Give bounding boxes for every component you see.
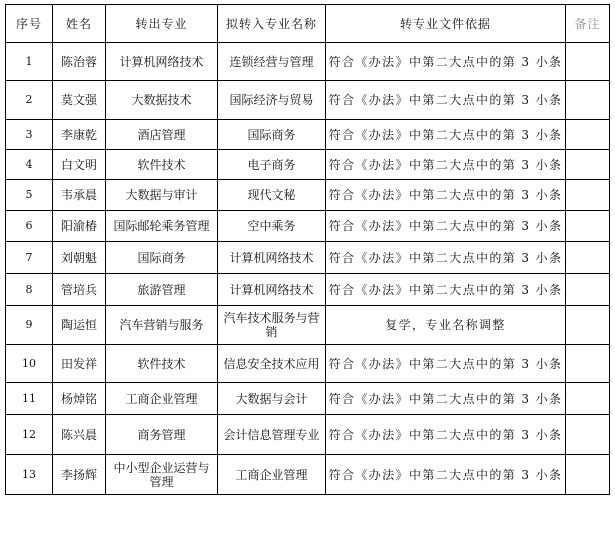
cell-from-major: 商务管理 (106, 415, 218, 455)
table-row (6, 242, 610, 274)
cell-remark (566, 345, 610, 383)
cell-from-major: 工商企业管理 (106, 383, 218, 415)
cell-from-major: 中小型企业运营与管理 (106, 455, 218, 495)
cell-index: 2 (6, 81, 53, 120)
cell-to-major: 国际经济与贸易 (218, 81, 326, 120)
cell-name: 陈治蓉 (53, 43, 106, 81)
cell-to-major: 工商企业管理 (218, 455, 326, 495)
transfer-table (5, 4, 610, 495)
cell-basis: 符合《办法》中第二大点中的第 3 小条 (326, 242, 566, 274)
cell-remark (566, 415, 610, 455)
cell-from-major: 国际商务 (106, 242, 218, 274)
table-row (6, 274, 610, 306)
table-row (6, 120, 610, 150)
cell-name: 李康乾 (53, 120, 106, 150)
cell-to-major: 大数据与会计 (218, 383, 326, 415)
cell-to-major: 空中乘务 (218, 211, 326, 242)
cell-to-major: 汽车技术服务与营销 (218, 306, 326, 345)
cell-name: 陈兴晨 (53, 415, 106, 455)
cell-name: 阳渝椿 (53, 211, 106, 242)
cell-index: 9 (6, 306, 53, 345)
cell-basis: 符合《办法》中第二大点中的第 3 小条 (326, 383, 566, 415)
header-row (6, 5, 610, 43)
cell-remark (566, 211, 610, 242)
cell-remark (566, 180, 610, 211)
header-to-major: 拟转入专业名称 (218, 5, 326, 43)
cell-remark (566, 306, 610, 345)
cell-to-major: 连锁经营与管理 (218, 43, 326, 81)
cell-basis: 符合《办法》中第二大点中的第 3 小条 (326, 120, 566, 150)
cell-remark (566, 43, 610, 81)
cell-from-major: 软件技术 (106, 150, 218, 180)
cell-from-major: 国际邮轮乘务管理 (106, 211, 218, 242)
cell-basis: 符合《办法》中第二大点中的第 3 小条 (326, 43, 566, 81)
table-row (6, 211, 610, 242)
cell-basis: 符合《办法》中第二大点中的第 3 小条 (326, 150, 566, 180)
cell-from-major: 大数据与审计 (106, 180, 218, 211)
cell-index: 1 (6, 43, 53, 81)
cell-name: 刘朝魁 (53, 242, 106, 274)
cell-to-major: 现代文秘 (218, 180, 326, 211)
cell-index: 6 (6, 211, 53, 242)
table-row (6, 455, 610, 495)
cell-remark (566, 120, 610, 150)
cell-name: 管培兵 (53, 274, 106, 306)
cell-remark (566, 242, 610, 274)
cell-remark (566, 274, 610, 306)
cell-from-major: 计算机网络技术 (106, 43, 218, 81)
cell-index: 3 (6, 120, 53, 150)
cell-basis: 符合《办法》中第二大点中的第 3 小条 (326, 211, 566, 242)
cell-index: 12 (6, 415, 53, 455)
cell-from-major: 大数据技术 (106, 81, 218, 120)
cell-remark (566, 455, 610, 495)
cell-basis: 符合《办法》中第二大点中的第 3 小条 (326, 415, 566, 455)
cell-name: 白文明 (53, 150, 106, 180)
cell-index: 13 (6, 455, 53, 495)
cell-to-major: 计算机网络技术 (218, 274, 326, 306)
table-row (6, 383, 610, 415)
table-row (6, 150, 610, 180)
table-body (6, 43, 610, 495)
cell-basis: 符合《办法》中第二大点中的第 3 小条 (326, 345, 566, 383)
cell-to-major: 国际商务 (218, 120, 326, 150)
cell-index: 11 (6, 383, 53, 415)
cell-to-major: 电子商务 (218, 150, 326, 180)
cell-to-major: 计算机网络技术 (218, 242, 326, 274)
cell-remark (566, 383, 610, 415)
header-index: 序号 (6, 5, 53, 43)
cell-name: 韦承晨 (53, 180, 106, 211)
cell-index: 4 (6, 150, 53, 180)
table-header (6, 5, 610, 43)
cell-basis: 符合《办法》中第二大点中的第 3 小条 (326, 81, 566, 120)
cell-index: 8 (6, 274, 53, 306)
cell-basis: 符合《办法》中第二大点中的第 3 小条 (326, 180, 566, 211)
table-row (6, 81, 610, 120)
table-row (6, 180, 610, 211)
cell-name: 陶运恒 (53, 306, 106, 345)
table-row (6, 345, 610, 383)
cell-index: 10 (6, 345, 53, 383)
cell-index: 7 (6, 242, 53, 274)
cell-from-major: 酒店管理 (106, 120, 218, 150)
cell-from-major: 汽车营销与服务 (106, 306, 218, 345)
header-name: 姓名 (53, 5, 106, 43)
table-row (6, 415, 610, 455)
cell-to-major: 会计信息管理专业 (218, 415, 326, 455)
cell-name: 莫文强 (53, 81, 106, 120)
table-row (6, 43, 610, 81)
header-from-major: 转出专业 (106, 5, 218, 43)
header-basis: 转专业文件依据 (326, 5, 566, 43)
cell-remark (566, 150, 610, 180)
cell-to-major: 信息安全技术应用 (218, 345, 326, 383)
cell-basis: 复学，专业名称调整 (326, 306, 566, 345)
cell-from-major: 旅游管理 (106, 274, 218, 306)
header-remark: 备注 (566, 5, 610, 43)
cell-from-major: 软件技术 (106, 345, 218, 383)
cell-name: 杨焯铭 (53, 383, 106, 415)
table-row (6, 306, 610, 345)
cell-remark (566, 81, 610, 120)
cell-basis: 符合《办法》中第二大点中的第 3 小条 (326, 274, 566, 306)
cell-basis: 符合《办法》中第二大点中的第 3 小条 (326, 455, 566, 495)
cell-index: 5 (6, 180, 53, 211)
cell-name: 田发祥 (53, 345, 106, 383)
cell-name: 李扬辉 (53, 455, 106, 495)
